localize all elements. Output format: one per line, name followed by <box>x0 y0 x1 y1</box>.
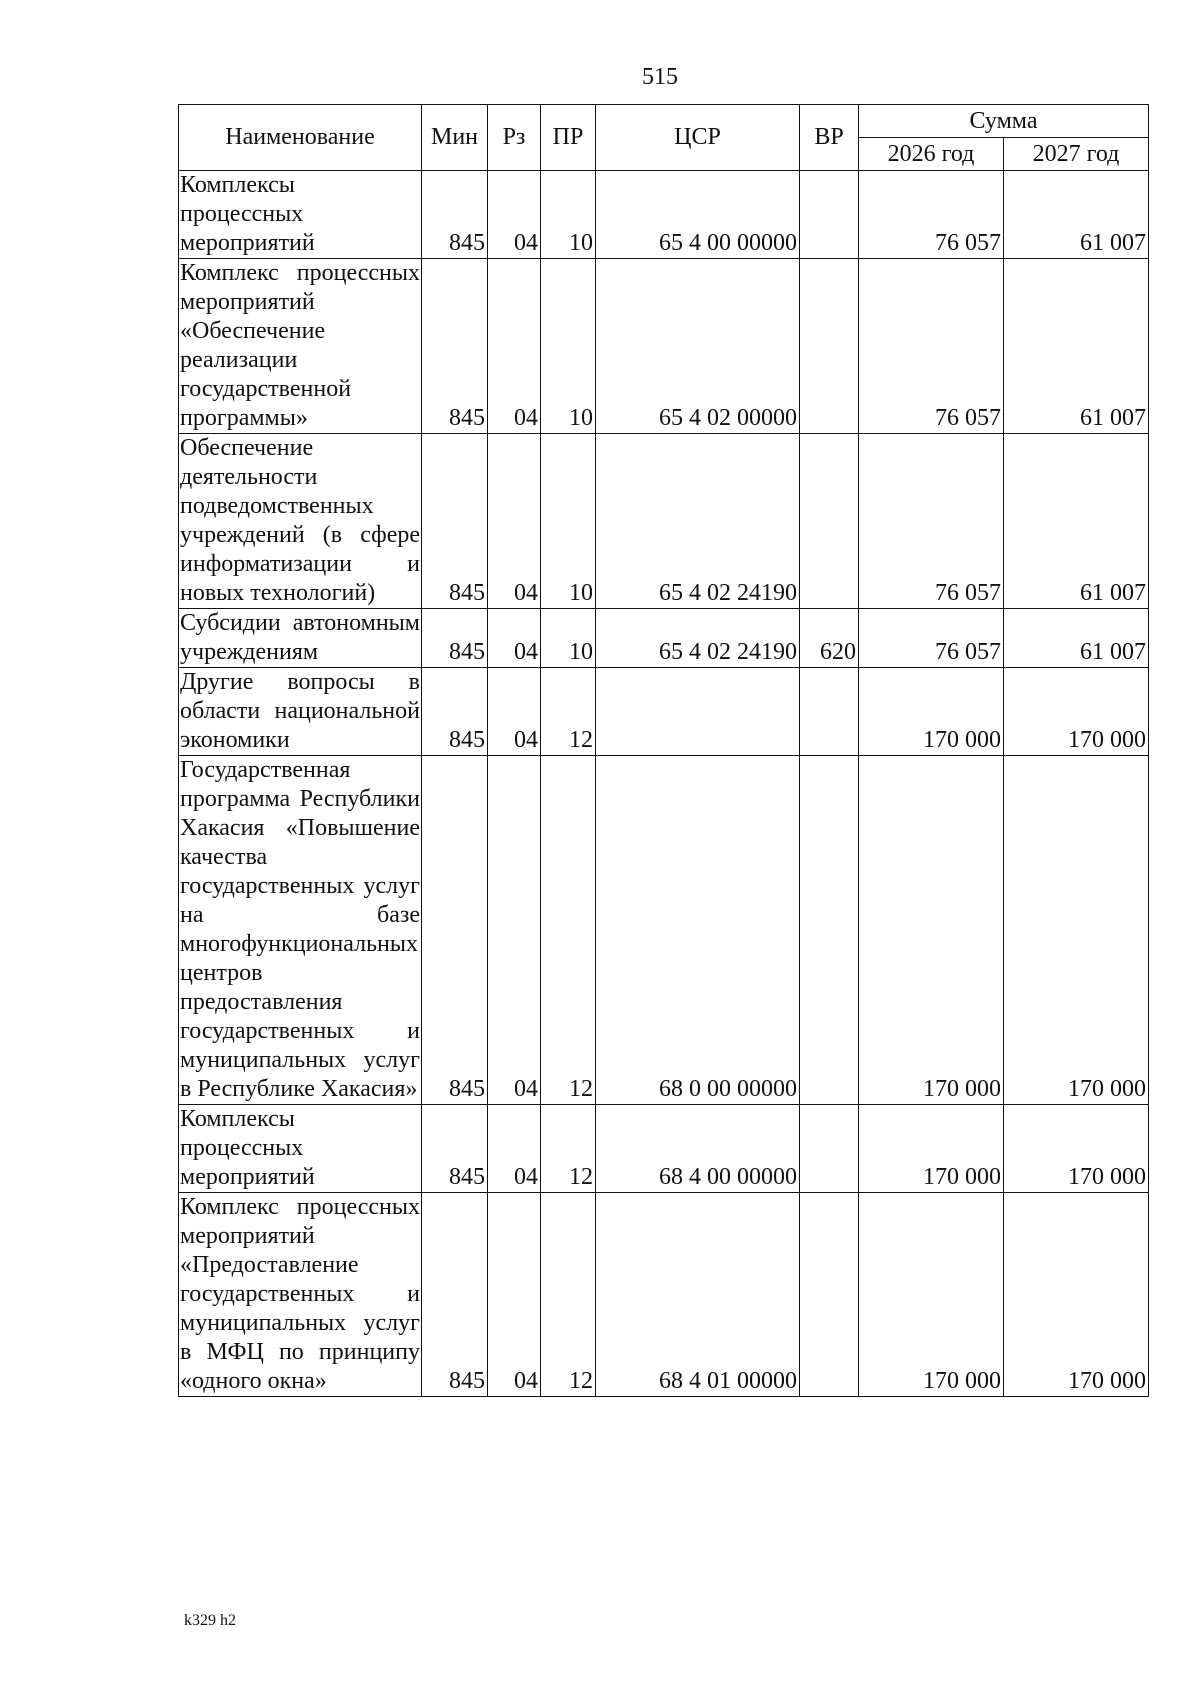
row-pr: 12 <box>541 1193 596 1397</box>
row-name: Комплекс процессных мероприятий «Обеспечение реализации государственной программы» <box>179 259 422 434</box>
row-min: 845 <box>422 756 488 1105</box>
row-sum-2026: 170 000 <box>859 756 1004 1105</box>
row-sum-2026: 170 000 <box>859 668 1004 756</box>
row-csr: 65 4 02 24190 <box>596 434 800 609</box>
row-name: Субсидии автономным учреждениям <box>179 609 422 668</box>
row-rz: 04 <box>488 1193 541 1397</box>
page-number: 515 <box>642 64 678 90</box>
row-min: 845 <box>422 1105 488 1193</box>
budget-table <box>178 104 1149 1397</box>
row-sum-2027: 170 000 <box>1004 1105 1149 1193</box>
row-name: Комплексы процессных мероприятий <box>179 1105 422 1193</box>
row-pr: 10 <box>541 609 596 668</box>
row-sum-2027: 61 007 <box>1004 609 1149 668</box>
row-vr: 620 <box>800 609 859 668</box>
row-vr <box>800 434 859 609</box>
row-csr: 65 4 02 24190 <box>596 609 800 668</box>
row-pr: 12 <box>541 1105 596 1193</box>
table-row <box>179 1105 1149 1193</box>
row-rz: 04 <box>488 756 541 1105</box>
row-rz: 04 <box>488 171 541 259</box>
row-csr: 68 4 00 00000 <box>596 1105 800 1193</box>
row-min: 845 <box>422 609 488 668</box>
row-sum-2027: 170 000 <box>1004 1193 1149 1397</box>
row-vr <box>800 171 859 259</box>
header-rz: Рз <box>488 105 541 171</box>
table-row <box>179 1193 1149 1397</box>
table-row <box>179 756 1149 1105</box>
row-vr <box>800 756 859 1105</box>
header-name: Наименование <box>179 105 422 171</box>
row-vr <box>800 668 859 756</box>
table-row <box>179 259 1149 434</box>
row-pr: 10 <box>541 259 596 434</box>
row-sum-2027: 61 007 <box>1004 171 1149 259</box>
row-csr: 65 4 02 00000 <box>596 259 800 434</box>
table-header <box>179 105 1149 171</box>
row-rz: 04 <box>488 609 541 668</box>
row-csr: 68 4 01 00000 <box>596 1193 800 1397</box>
row-min: 845 <box>422 171 488 259</box>
row-pr: 12 <box>541 756 596 1105</box>
row-name: Обеспечение деятельности подведомственных учреждений (в сфере информатизации и новых технологий) <box>179 434 422 609</box>
row-sum-2027: 61 007 <box>1004 259 1149 434</box>
header-csr: ЦСР <box>596 105 800 171</box>
table-row <box>179 171 1149 259</box>
row-vr <box>800 1193 859 1397</box>
table-row <box>179 434 1149 609</box>
table-row <box>179 668 1149 756</box>
row-sum-2026: 170 000 <box>859 1105 1004 1193</box>
row-name: Комплекс процессных мероприятий «Предоставление государственных и муниципальных услуг в МФЦ по принципу «одного окна» <box>179 1193 422 1397</box>
row-pr: 10 <box>541 171 596 259</box>
header-vr: ВР <box>800 105 859 171</box>
row-csr: 65 4 00 00000 <box>596 171 800 259</box>
row-min: 845 <box>422 668 488 756</box>
header-pr: ПР <box>541 105 596 171</box>
row-vr <box>800 259 859 434</box>
row-rz: 04 <box>488 1105 541 1193</box>
row-rz: 04 <box>488 668 541 756</box>
row-sum-2026: 76 057 <box>859 434 1004 609</box>
row-sum-2026: 76 057 <box>859 171 1004 259</box>
row-csr <box>596 668 800 756</box>
table-body <box>179 171 1149 1397</box>
row-vr <box>800 1105 859 1193</box>
row-name: Государственная программа Республики Хакасия «Повышение качества государственных услуг на базе многофункциональных центров предоставления государственных и муниципальных услуг в Республике Хакасия» <box>179 756 422 1105</box>
header-year-2027: 2027 год <box>1004 138 1149 171</box>
row-sum-2027: 170 000 <box>1004 756 1149 1105</box>
row-sum-2027: 170 000 <box>1004 668 1149 756</box>
row-min: 845 <box>422 434 488 609</box>
row-pr: 10 <box>541 434 596 609</box>
table-row <box>179 609 1149 668</box>
header-year-2026: 2026 год <box>859 138 1004 171</box>
document-code: k329 h2 <box>184 1612 236 1629</box>
header-min: Мин <box>422 105 488 171</box>
header-sum: Сумма <box>859 105 1149 138</box>
row-sum-2027: 61 007 <box>1004 434 1149 609</box>
row-min: 845 <box>422 259 488 434</box>
row-min: 845 <box>422 1193 488 1397</box>
row-sum-2026: 76 057 <box>859 259 1004 434</box>
row-name: Другие вопросы в области национальной экономики <box>179 668 422 756</box>
row-sum-2026: 76 057 <box>859 609 1004 668</box>
row-pr: 12 <box>541 668 596 756</box>
row-rz: 04 <box>488 434 541 609</box>
row-name: Комплексы процессных мероприятий <box>179 171 422 259</box>
row-rz: 04 <box>488 259 541 434</box>
row-csr: 68 0 00 00000 <box>596 756 800 1105</box>
row-sum-2026: 170 000 <box>859 1193 1004 1397</box>
